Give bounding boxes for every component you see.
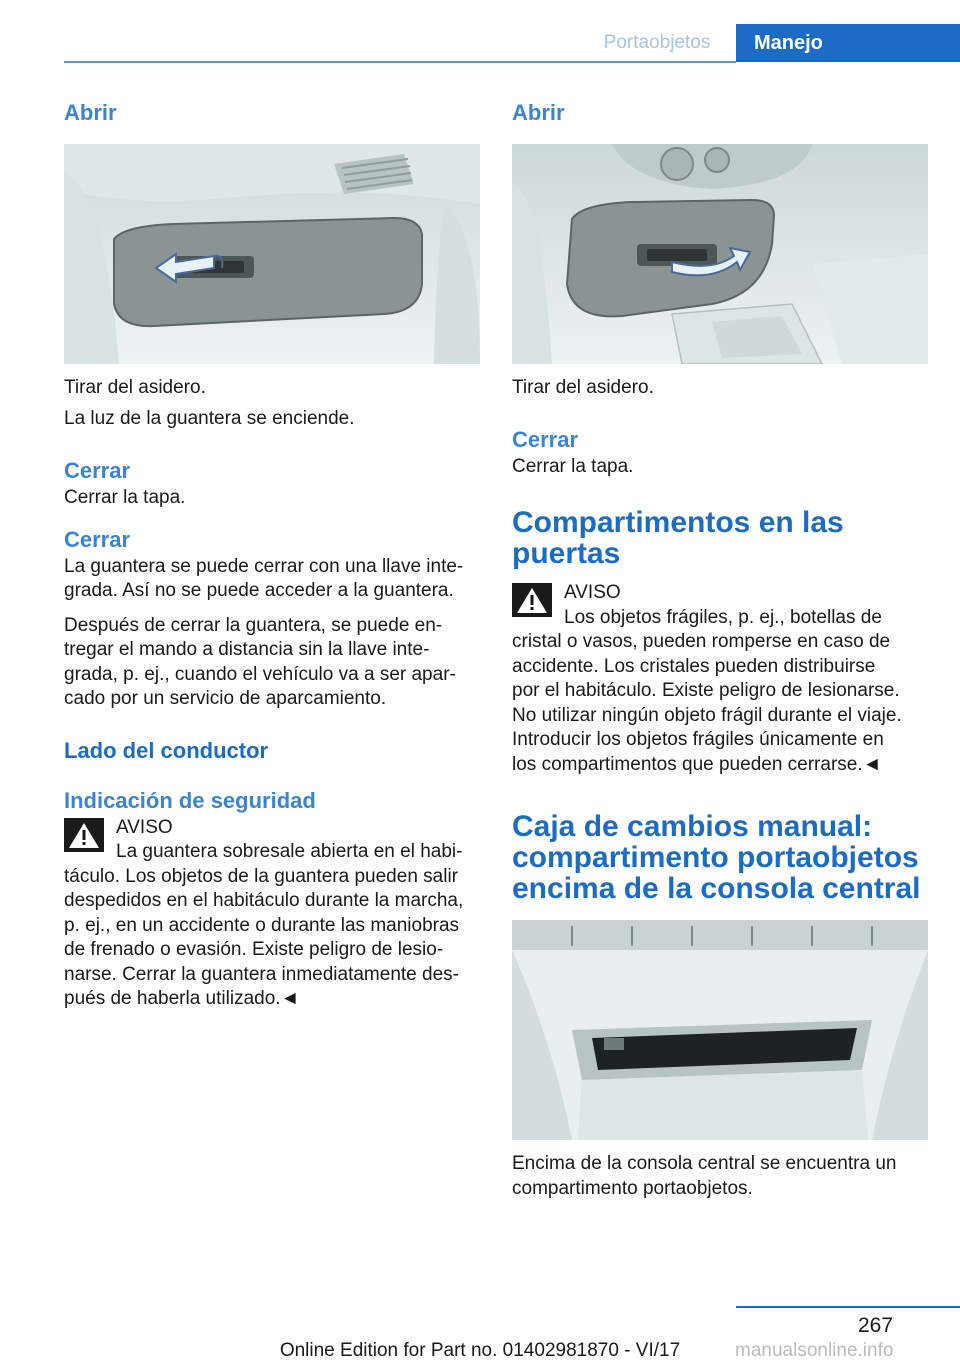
warning-line-6: narse. Cerrar la guantera inmediatamente des‐ [64, 963, 459, 985]
warning-label: AVISO [564, 582, 621, 603]
warning-line-5: de frenado o evasión. Existe peligro de lesio‐ [64, 939, 444, 960]
heading-door-compartments-1: Compartimentos en las [512, 506, 844, 539]
warning-line-7: los compartimentos que pueden cerrarse.◄ [512, 753, 882, 775]
warning-line-1: Los objetos frágiles, p. ej., botellas de [564, 606, 882, 628]
warning-line-1: La guantera sobresale abierta en el habi‐ [116, 841, 463, 862]
page-number: 267 [858, 1314, 894, 1337]
warning-line-2: táculo. Los objetos de la guantera pueden salir [64, 865, 458, 887]
heading-gearbox-2: compartimento portaobjetos [512, 841, 919, 874]
text-lock-2c: grada, p. ej., cuando el vehículo va a ser apar‐ [64, 663, 456, 685]
header-section-title: Portaobjetos [603, 32, 711, 53]
warning-line-5: No utilizar ningún objeto frágil durante el viaje. [512, 704, 902, 726]
figure-center-console [512, 920, 928, 1140]
warning-line-4: p. ej., en un accidente o durante las maniobras [64, 914, 460, 936]
watermark-logo: manualsonline.info [735, 1340, 894, 1361]
footer-rule [736, 1306, 960, 1308]
heading-gearbox-1: Caja de cambios manual: [512, 810, 873, 843]
text-lock-2b: tregar el mando a distancia sin la llave inte‐ [64, 639, 430, 660]
text-lock-1b: grada. Así no se puede acceder a la guantera. [64, 580, 454, 601]
warning-line-2: cristal o vasos, pueden romperse en caso de [512, 631, 891, 652]
edition-line: Online Edition for Part no. 01402981870 - VI/17 [279, 1340, 681, 1361]
text-console-2: compartimento portaobjetos. [512, 1177, 753, 1199]
text-pull-handle-driver: Tirar del asidero. [512, 377, 654, 398]
heading-driver-side: Lado del conductor [64, 737, 269, 763]
heading-close: Cerrar [64, 458, 131, 483]
warning-block-glovebox [64, 816, 480, 1012]
heading-open-driver: Abrir [512, 100, 565, 125]
figure-glovebox-driver [512, 144, 928, 364]
header-chapter-tab: Manejo [736, 24, 960, 62]
left-column [64, 98, 480, 1012]
warning-triangle-icon [512, 583, 552, 617]
header-rule [64, 61, 736, 63]
text-close-lid: Cerrar la tapa. [64, 487, 186, 508]
warning-triangle-icon [64, 818, 104, 852]
page-header [0, 24, 960, 62]
warning-line-3: accidente. Los cristales pueden distribuirse [512, 655, 876, 677]
figure-glovebox-passenger [64, 144, 480, 364]
text-console-1: Encima de la consola central se encuentra un [512, 1153, 897, 1174]
heading-open: Abrir [64, 100, 117, 125]
warning-line-6: Introducir los objetos frágiles únicamente en [512, 729, 884, 750]
warning-line-7: pués de haberla utilizado.◄ [64, 988, 300, 1009]
heading-close-driver: Cerrar [512, 426, 579, 452]
heading-lock: Cerrar [64, 526, 131, 552]
text-lock-2a: Después de cerrar la guantera, se puede en‐ [64, 614, 443, 636]
text-pull-handle: Tirar del asidero. [64, 377, 206, 398]
text-close-lid-driver: Cerrar la tapa. [512, 455, 634, 477]
warning-block-doors [512, 581, 928, 777]
text-lock-2d: cado por un servicio de aparcamiento. [64, 688, 387, 709]
warning-line-4: por el habitáculo. Existe peligro de lesionarse. [512, 680, 900, 701]
heading-gearbox-3: encima de la consola central [512, 872, 921, 905]
warning-line-3: despedidos en el habitáculo durante la marcha, [64, 890, 464, 911]
text-light-on: La luz de la guantera se enciende. [64, 407, 355, 429]
warning-label: AVISO [116, 816, 173, 838]
right-column [512, 98, 928, 1201]
heading-door-compartments-2: puertas [512, 537, 621, 570]
text-lock-1a: La guantera se puede cerrar con una llave inte‐ [64, 555, 464, 577]
heading-safety: Indicación de seguridad [64, 787, 316, 813]
